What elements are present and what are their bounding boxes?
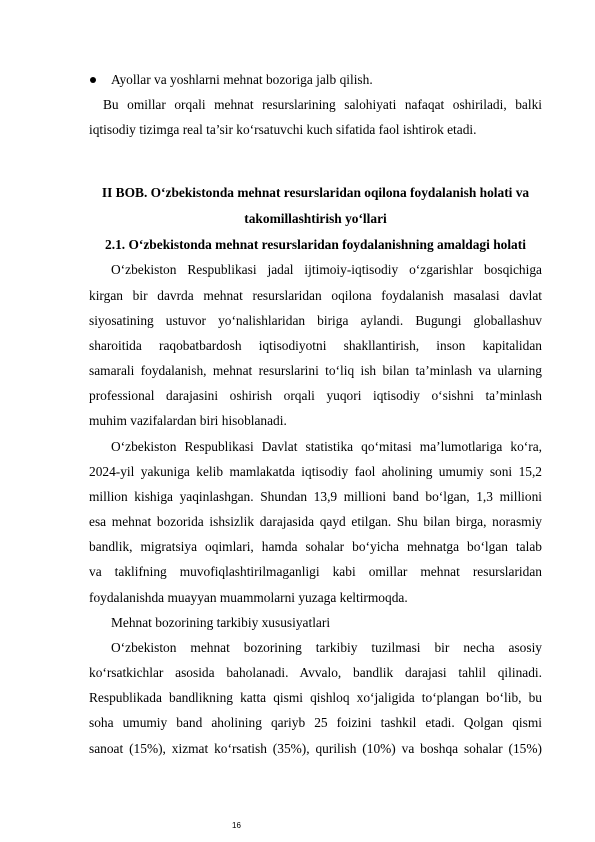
para3-line-3: Respublikada bandlikning katta qismi qishloq xo‘jaligida to‘plangan bo‘lib, bu	[89, 690, 542, 705]
para1-line-4: sharoitida raqobatbardosh iqtisodiyotni shakllantirish, inson kapitalidan	[89, 338, 542, 353]
para1-line-1: O‘zbekiston Respublikasi jadal ijtimoiy-iqtisodiy o‘zgarishlar bosqichiga	[111, 262, 542, 277]
para3-line-2: ko‘rsatkichlar asosida baholanadi. Avvalo, bandlik darajasi tahlil qilinadi.	[89, 665, 542, 680]
para1-line-2: kirgan bir davrda mehnat resurslaridan oqilona foydalanish masalasi davlat	[89, 288, 542, 303]
bullet-item: Ayollar va yoshlarni mehnat bozoriga jalb qilish.	[111, 72, 373, 87]
para2-line-7: foydalanishda muayyan muammolarni yuzaga keltirmoqda.	[89, 590, 408, 605]
para3-line-5: sanoat (15%), xizmat ko‘rsatish (35%), qurilish (10%) va boshqa sohalar (15%)	[89, 741, 542, 756]
para2-line-2: 2024-yil yakuniga kelib mamlakatda iqtisodiy faol aholining umumiy soni 15,2	[89, 464, 542, 479]
chapter-title-line-1: II BOB. O‘zbekistonda mehnat resurslaridan oqilona foydalanish holati va	[101, 185, 530, 200]
subheading: Mehnat bozorining tarkibiy xususiyatlari	[111, 615, 331, 630]
section-title: 2.1. O‘zbekistonda mehnat resurslaridan foydalanishning amaldagi holati	[105, 237, 526, 252]
intro-line-2: iqtisodiy tizimga real ta’sir ko‘rsatuvchi kuch sifatida faol ishtirok etadi.	[89, 122, 477, 137]
para2-line-4: esa mehnat bozorida ishsizlik darajasida qayd etilgan. Shu bilan birga, norasmiy	[89, 514, 542, 529]
para2-line-6: va taklifning muvofiqlashtirilmaganligi kabi omillar mehnat resurslaridan	[89, 564, 542, 579]
intro-line-1: Bu omillar orqali mehnat resurslarining salohiyati nafaqat oshiriladi, balki	[103, 97, 542, 112]
chapter-title-line-2: takomillashtirish yo‘llari	[244, 211, 387, 226]
para3-line-4: soha umumiy band aholining qariyb 25 foizini tashkil etadi. Qolgan qismi	[89, 715, 542, 730]
para1-line-5: samarali foydalanish, mehnat resurslarini to‘liq ish bilan ta’minlash va ularning	[89, 363, 542, 378]
para3-line-1: O‘zbekiston mehnat bozorining tarkibiy tuzilmasi bir necha asosiy	[111, 640, 542, 655]
page-number: 16	[232, 821, 241, 830]
para2-line-5: bandlik, migratsiya oqimlari, hamda sohalar bo‘yicha mehnatga bo‘lgan talab	[89, 539, 542, 554]
para2-line-3: million kishiga yaqinlashgan. Shundan 13,9 millioni band bo‘lgan, 1,3 millioni	[89, 489, 542, 504]
para1-line-7: muhim vazifalardan biri hisoblanadi.	[89, 413, 287, 428]
bullet-dot-icon	[90, 77, 96, 83]
para1-line-6: professional darajasini oshirish orqali yuqori iqtisodiy o‘sishni ta’minlash	[89, 388, 542, 403]
para2-line-1: O‘zbekiston Respublikasi Davlat statistika qo‘mitasi ma’lumotlariga ko‘ra,	[111, 439, 542, 454]
para1-line-3: siyosatining ustuvor yo‘nalishlaridan biriga aylandi. Bugungi globallashuv	[89, 313, 542, 328]
